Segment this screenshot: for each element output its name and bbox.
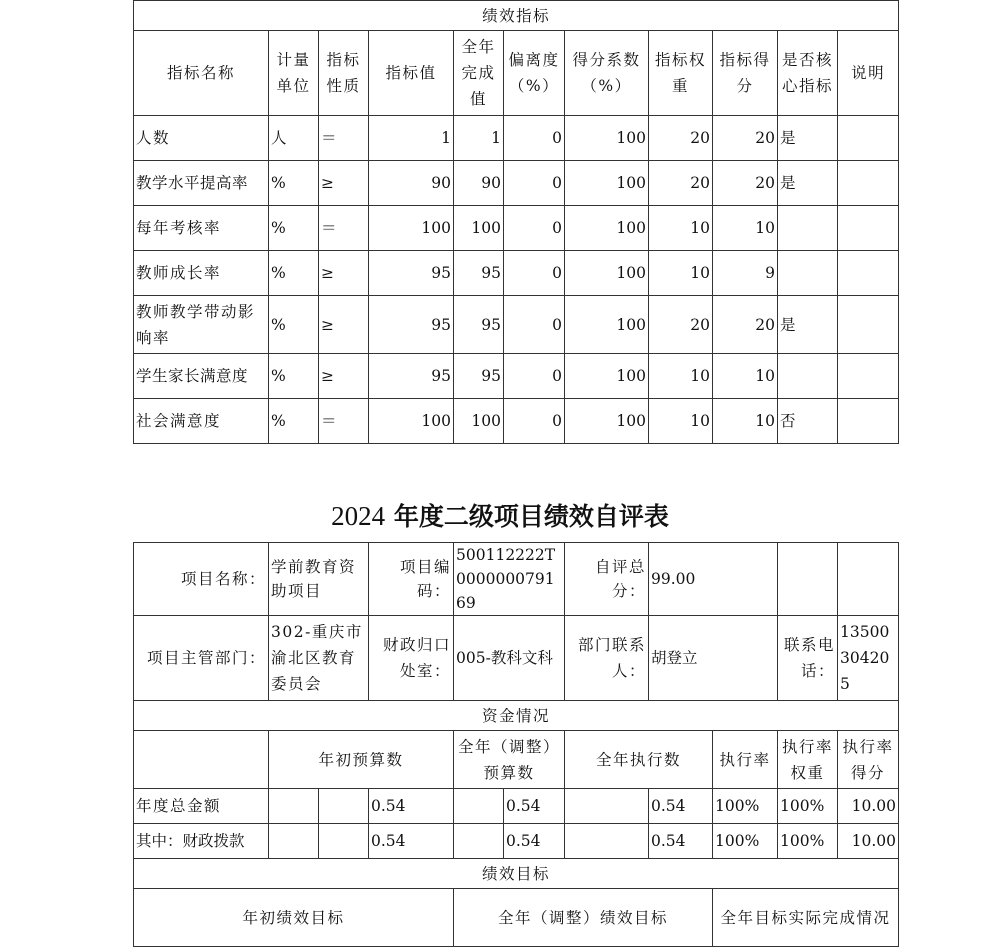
indicator-note [838, 354, 899, 399]
indicator-actual: 1 [454, 116, 504, 161]
indicator-actual: 100 [454, 399, 504, 444]
header-execution-rate: 执行率 [713, 731, 778, 789]
indicator-weight: 20 [649, 161, 713, 206]
indicator-deviation: 0 [504, 161, 565, 206]
indicator-deviation: 0 [504, 296, 565, 354]
indicator-weight: 10 [649, 399, 713, 444]
indicator-target: 95 [369, 354, 454, 399]
table-row [134, 161, 899, 206]
indicator-core [778, 206, 838, 251]
indicator-unit: % [269, 296, 319, 354]
indicator-target: 100 [369, 399, 454, 444]
table-row [134, 116, 899, 161]
funds-rate-score: 10.00 [838, 789, 899, 824]
indicator-unit: % [269, 251, 319, 296]
header-indicator-name: 指标名称 [134, 31, 269, 116]
project-name-value: 学前教育资助项目 [269, 543, 369, 616]
indicator-name: 教师教学带动影响率 [134, 296, 269, 354]
page-title [0, 496, 1000, 537]
indicator-core: 是 [778, 116, 838, 161]
indicator-name: 人数 [134, 116, 269, 161]
indicator-unit: % [269, 399, 319, 444]
table-row [134, 251, 899, 296]
indicator-actual: 95 [454, 296, 504, 354]
funds-rate: 100% [713, 789, 778, 824]
header-executed: 全年执行数 [565, 731, 713, 789]
table-row [134, 354, 899, 399]
header-actual-value: 全年完成值 [454, 31, 504, 116]
indicator-score: 10 [713, 206, 778, 251]
funds-rate: 100% [713, 824, 778, 859]
header-rate-weight: 执行率权重 [778, 731, 838, 789]
empty-cell [269, 824, 319, 859]
indicator-nature: ≥ [319, 354, 369, 399]
indicator-target: 90 [369, 161, 454, 206]
indicator-score: 10 [713, 399, 778, 444]
goals-header-row [134, 889, 899, 947]
indicator-note [838, 206, 899, 251]
funds-adjusted: 0.54 [504, 824, 565, 859]
empty-cell [454, 824, 504, 859]
indicator-unit: 人 [269, 116, 319, 161]
performance-indicator-table [133, 0, 899, 444]
project-info-row [134, 543, 899, 616]
title-text: 年度二级项目绩效自评表 [393, 502, 669, 531]
indicator-coefficient: 100 [565, 399, 649, 444]
empty-cell [565, 789, 649, 824]
indicator-weight: 20 [649, 116, 713, 161]
indicator-note [838, 161, 899, 206]
indicator-target: 95 [369, 251, 454, 296]
indicator-note [838, 399, 899, 444]
empty-cell [269, 789, 319, 824]
indicator-deviation: 0 [504, 251, 565, 296]
indicator-actual: 90 [454, 161, 504, 206]
funds-executed: 0.54 [649, 789, 713, 824]
header-core-indicator: 是否核心指标 [778, 31, 838, 116]
indicator-weight: 20 [649, 296, 713, 354]
funds-header-row [134, 731, 899, 789]
header-score-coefficient: 得分系数（%） [565, 31, 649, 116]
header-note: 说明 [838, 31, 899, 116]
department-value: 302-重庆市渝北区教育委员会 [269, 616, 369, 701]
indicator-nature: ＝ [319, 206, 369, 251]
table-row [134, 206, 899, 251]
empty-cell [565, 824, 649, 859]
indicator-target: 100 [369, 206, 454, 251]
indicator-deviation: 0 [504, 206, 565, 251]
empty-cell [454, 789, 504, 824]
indicator-weight: 10 [649, 251, 713, 296]
header-actual-completion: 全年目标实际完成情况 [713, 889, 899, 947]
project-evaluation-table [133, 542, 899, 947]
indicator-nature: ＝ [319, 399, 369, 444]
indicator-deviation: 0 [504, 399, 565, 444]
project-code-label: 项目编码： [369, 543, 454, 616]
funds-executed: 0.54 [649, 824, 713, 859]
department-label: 项目主管部门： [134, 616, 269, 701]
funds-initial: 0.54 [369, 789, 454, 824]
funds-row-label: 年度总金额 [134, 789, 269, 824]
indicator-score: 9 [713, 251, 778, 296]
indicator-nature: ≥ [319, 251, 369, 296]
indicator-core: 否 [778, 399, 838, 444]
table-row [134, 399, 899, 444]
indicator-weight: 10 [649, 354, 713, 399]
header-score: 指标得分 [713, 31, 778, 116]
indicator-deviation: 0 [504, 354, 565, 399]
indicator-core [778, 354, 838, 399]
header-nature: 指标性质 [319, 31, 369, 116]
indicator-score: 10 [713, 354, 778, 399]
indicator-unit: % [269, 206, 319, 251]
indicator-coefficient: 100 [565, 206, 649, 251]
total-score-label: 自评总分： [565, 543, 649, 616]
indicator-nature: ≥ [319, 296, 369, 354]
funds-initial: 0.54 [369, 824, 454, 859]
contact-label: 部门联系人： [565, 616, 649, 701]
indicator-name: 学生家长满意度 [134, 354, 269, 399]
header-initial-goals: 年初绩效目标 [134, 889, 454, 947]
table-row [134, 789, 899, 824]
phone-value: 13500304205 [838, 616, 899, 701]
finance-office-label: 财政归口处室： [369, 616, 454, 701]
indicator-actual: 95 [454, 354, 504, 399]
header-unit: 计量单位 [269, 31, 319, 116]
phone-label: 联系电话： [778, 616, 838, 701]
indicator-core: 是 [778, 161, 838, 206]
indicator-actual: 100 [454, 206, 504, 251]
funds-rate-score: 10.00 [838, 824, 899, 859]
indicator-core: 是 [778, 296, 838, 354]
header-weight: 指标权重 [649, 31, 713, 116]
header-rate-score: 执行率得分 [838, 731, 899, 789]
indicator-unit: % [269, 161, 319, 206]
funds-adjusted: 0.54 [504, 789, 565, 824]
indicator-name: 教学水平提高率 [134, 161, 269, 206]
indicator-note [838, 296, 899, 354]
indicator-note [838, 251, 899, 296]
indicator-note [838, 116, 899, 161]
indicator-name: 每年考核率 [134, 206, 269, 251]
table-row [134, 824, 899, 859]
header-adjusted-goals: 全年（调整）绩效目标 [454, 889, 713, 947]
indicator-nature: ≥ [319, 161, 369, 206]
section-title-goals: 绩效目标 [134, 859, 899, 889]
empty-cell [838, 543, 899, 616]
indicator-name: 社会满意度 [134, 399, 269, 444]
indicator-coefficient: 100 [565, 354, 649, 399]
indicator-coefficient: 100 [565, 296, 649, 354]
indicator-nature: ＝ [319, 116, 369, 161]
indicator-core [778, 251, 838, 296]
indicator-name: 教师成长率 [134, 251, 269, 296]
section-title-indicators: 绩效指标 [134, 1, 899, 31]
empty-cell [319, 824, 369, 859]
indicator-target: 1 [369, 116, 454, 161]
header-adjusted-budget: 全年（调整）预算数 [454, 731, 565, 789]
indicator-score: 20 [713, 161, 778, 206]
indicator-score: 20 [713, 116, 778, 161]
header-deviation: 偏离度（%） [504, 31, 565, 116]
contact-value: 胡登立 [649, 616, 778, 701]
indicator-target: 95 [369, 296, 454, 354]
indicator-unit: % [269, 354, 319, 399]
table-row [134, 296, 899, 354]
indicator-score: 20 [713, 296, 778, 354]
empty-cell [134, 731, 269, 789]
indicator-coefficient: 100 [565, 251, 649, 296]
indicator-coefficient: 100 [565, 161, 649, 206]
indicator-actual: 95 [454, 251, 504, 296]
funds-rate-weight: 100% [778, 824, 838, 859]
funds-rate-weight: 100% [778, 789, 838, 824]
header-initial-budget: 年初预算数 [269, 731, 454, 789]
section-title-funds: 资金情况 [134, 701, 899, 731]
indicator-coefficient: 100 [565, 116, 649, 161]
indicator-deviation: 0 [504, 116, 565, 161]
title-year: 2024 [331, 501, 386, 531]
project-name-label: 项目名称： [134, 543, 269, 616]
indicator-header-row [134, 31, 899, 116]
empty-cell [319, 789, 369, 824]
total-score-value: 99.00 [649, 543, 778, 616]
indicator-weight: 10 [649, 206, 713, 251]
funds-row-label: 其中：财政拨款 [134, 824, 269, 859]
empty-cell [778, 543, 838, 616]
project-code-value: 500112222T000000079169 [454, 543, 565, 616]
project-info-row [134, 616, 899, 701]
finance-office-value: 005-教科文科 [454, 616, 565, 701]
header-target-value: 指标值 [369, 31, 454, 116]
